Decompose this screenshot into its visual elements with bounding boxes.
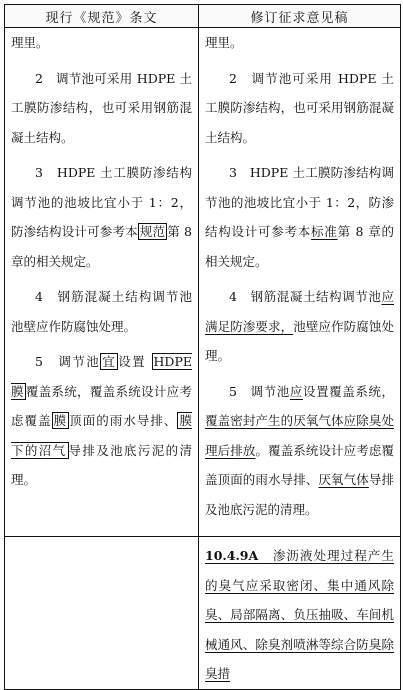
right-para-5 [205,377,394,525]
revision-draft-cell [199,28,401,537]
new-clause-row [5,537,401,690]
new-clause-paragraph [205,541,394,689]
underlined-revision: 应满足防渗要求， [205,289,394,334]
left-para-0: 理里。 [11,35,49,50]
boxed-term: 膜下的沼气 [11,413,192,458]
left-para-5-text-e: 导排及池底污泥的清理。 [11,442,192,487]
right-para-3-text-a: 3 HDPE 土工膜防渗结构调节池的池坡比宜小于 1：2，防渗结构设计可参考本 [205,165,394,239]
left-para-5-text-b: 设置 [118,354,152,369]
underlined-revision: 标准 [311,224,338,239]
left-para-3-text-a: 3 HDPE 土工膜防渗结构调节池的池坡比宜小于 1：2，防渗结构设计可参考本 [11,165,192,239]
right-para-5-text-a: 5 调节池 [229,383,290,399]
left-para-3 [11,158,192,276]
right-para-5-text-c: 。覆盖系统设计应考虑覆盖顶面的雨水导排、 [205,442,394,487]
clause-row [5,28,401,537]
left-para-5 [11,347,192,495]
underlined-revision: 厌氧气体 [318,472,369,487]
right-para-4 [205,282,394,371]
left-para-3-text-b: 第 8 章的相关规定。 [11,224,192,269]
new-clause-cell [199,537,401,690]
left-para-4: 4 钢筋混凝土结构调节池池壁应作防腐蚀处理。 [11,289,192,334]
boxed-term: HDPE 膜 [11,354,192,399]
left-para-5-text-d: 顶面的雨水导排、 [69,413,178,428]
left-para-5-text-a: 5 调节池 [35,354,101,369]
boxed-term: 规范 [139,224,166,239]
header-revision-draft: 修订征求意见稿 [199,5,401,28]
right-para-4-text-b: 池壁应作防腐蚀处理。 [205,318,394,363]
right-para-5-text-b: 设置覆盖系统， [302,383,394,399]
right-para-5-text-d: 导排及池底污泥的清理。 [205,472,394,517]
right-para-3-text-b: 第 8 章的相关规定。 [205,224,394,269]
right-para-2: 2 调节池可采用 HDPE 土工膜防渗结构，也可采用钢筋混凝土结构。 [205,70,394,145]
boxed-term: 宜 [102,354,117,369]
comparison-table [4,4,401,690]
boxed-term: 膜 [53,413,68,428]
current-clause-cell [5,28,199,537]
clause-number: 10.4.9A [205,548,259,563]
right-para-3 [205,158,394,276]
current-clause-empty-cell [5,537,199,690]
header-current-clause: 现行《规范》条文 [5,5,199,28]
right-para-0: 理里。 [205,35,243,50]
right-para-4-text-a: 4 钢筋混凝土结构调节池 [229,289,382,304]
new-clause-text: 渗沥液处理过程产生的臭气应采取密闭、集中通风除臭、局部隔离、负压抽吸、车间机械通风、除臭剂喷淋等综合防臭除臭措 [205,548,394,681]
left-para-5-text-c: 覆盖系统，覆盖系统设计应考虑覆盖 [11,383,192,428]
header-row [5,5,401,28]
underlined-revision: 覆盖密封产生的厌氧气体应除臭处理后排放 [205,413,394,458]
underlined-revision: 应 [289,383,303,399]
left-para-2: 2 调节池可采用 HDPE 土工膜防渗结构，也可采用钢筋混凝土结构。 [11,70,192,145]
